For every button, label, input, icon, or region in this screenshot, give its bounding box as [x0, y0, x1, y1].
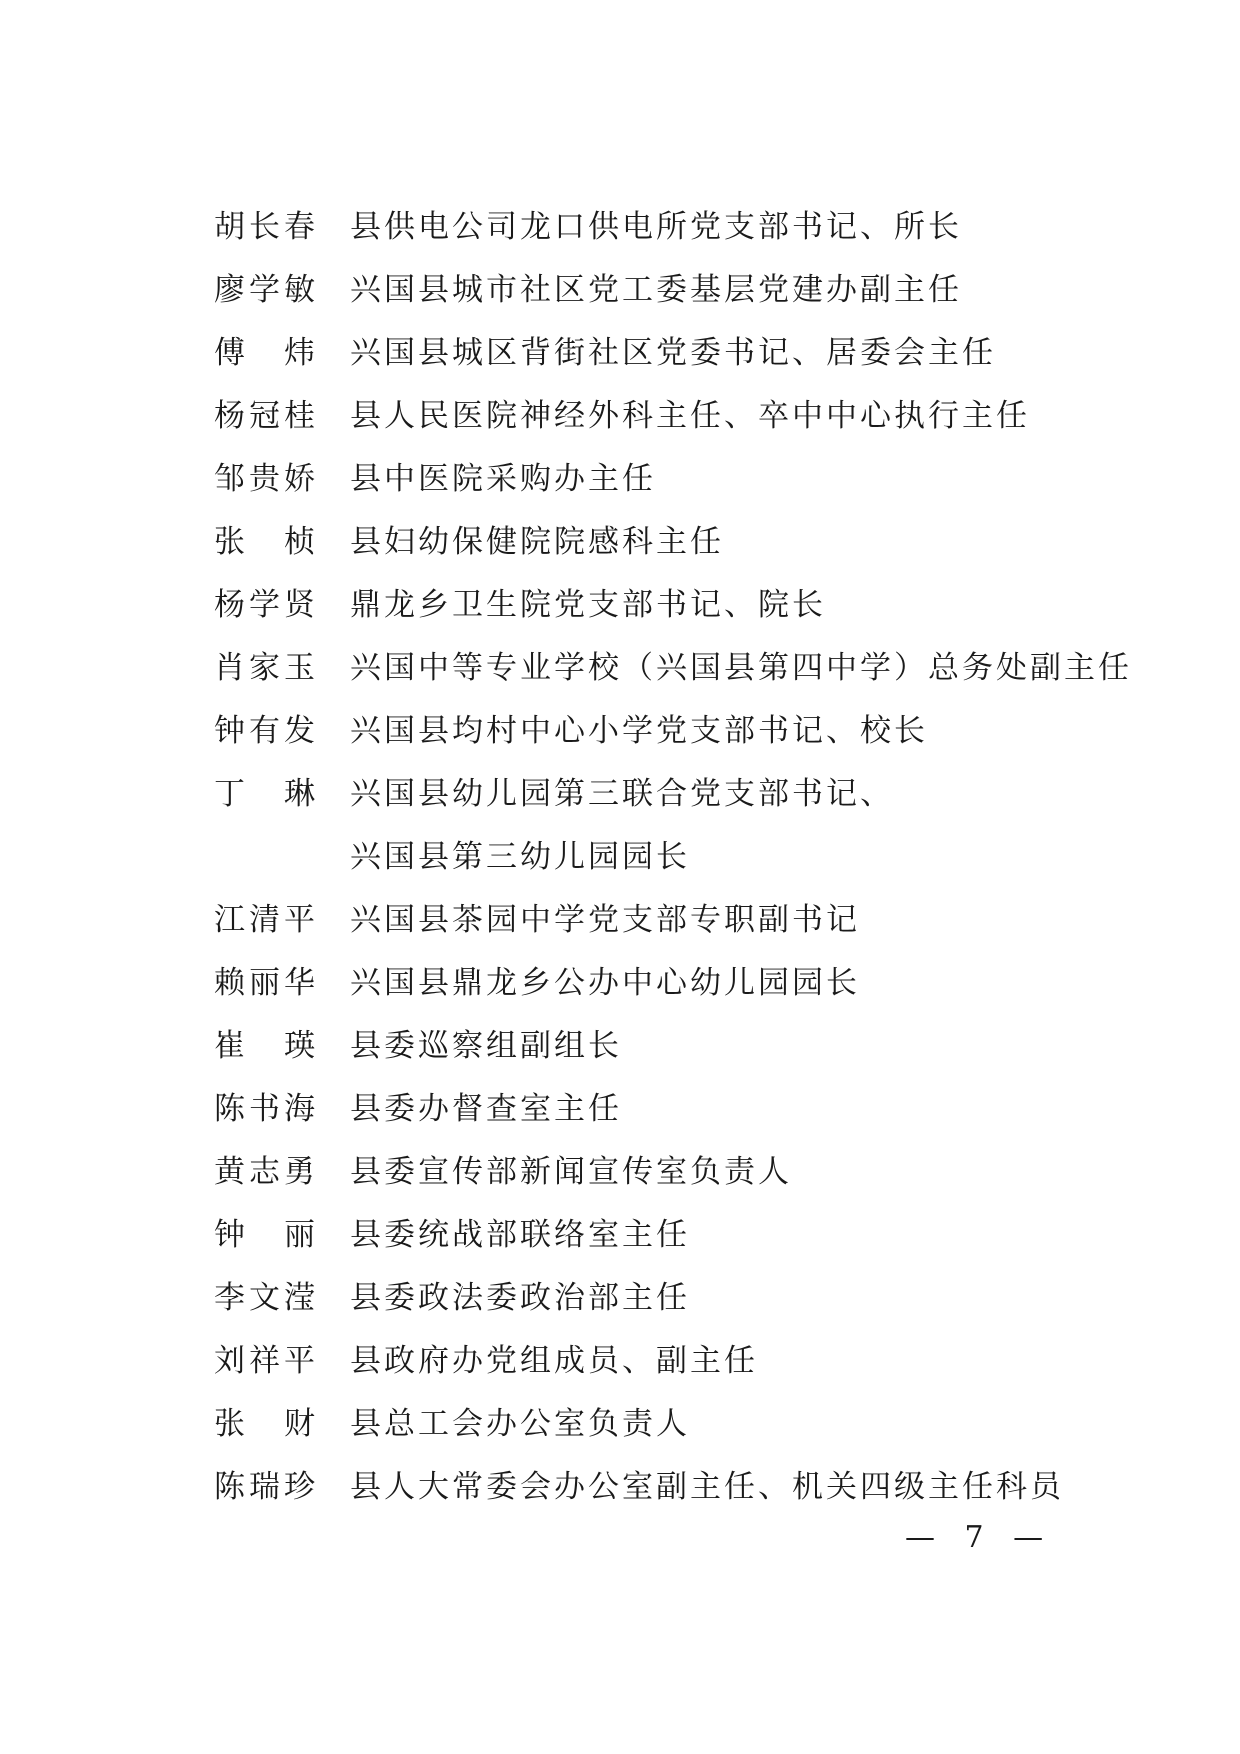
person-title: 县委办督查室主任	[350, 1091, 622, 1127]
list-item	[214, 196, 1094, 259]
person-name: 黄志勇	[214, 1154, 319, 1190]
list-item	[214, 1393, 1094, 1456]
person-title: 兴国县茶园中学党支部专职副书记	[350, 902, 860, 938]
person-title: 县委巡察组副组长	[350, 1028, 622, 1064]
list-item	[214, 448, 1094, 511]
person-name: 张 桢	[214, 524, 319, 560]
person-title: 兴国县第三幼儿园园长	[350, 839, 690, 875]
person-name: 陈书海	[214, 1091, 319, 1127]
person-title: 县人民医院神经外科主任、卒中中心执行主任	[350, 398, 1030, 434]
person-name: 胡长春	[214, 209, 319, 245]
person-title: 县总工会办公室负责人	[350, 1406, 690, 1442]
person-title: 县政府办党组成员、副主任	[350, 1343, 758, 1379]
list-item	[214, 1330, 1094, 1393]
list-item	[214, 637, 1132, 700]
person-name: 丁 琳	[214, 776, 319, 812]
person-title: 县委政法委政治部主任	[350, 1280, 690, 1316]
person-title: 县人大常委会办公室副主任、机关四级主任科员	[350, 1469, 1064, 1505]
list-item	[214, 1015, 1094, 1078]
list-item	[214, 1141, 1094, 1204]
list-item	[214, 511, 1094, 574]
list-item	[214, 700, 1094, 763]
person-title: 兴国县鼎龙乡公办中心幼儿园园长	[350, 965, 860, 1001]
list-item	[214, 1456, 1094, 1519]
person-name: 钟有发	[214, 713, 319, 749]
person-name: 肖家玉	[214, 650, 319, 686]
person-title: 兴国县城区背街社区党委书记、居委会主任	[350, 335, 996, 371]
person-name: 钟 丽	[214, 1217, 319, 1253]
list-item	[214, 763, 1094, 826]
person-title: 鼎龙乡卫生院党支部书记、院长	[350, 587, 826, 623]
person-name: 刘祥平	[214, 1343, 319, 1379]
list-item	[214, 889, 1094, 952]
person-title: 县委统战部联络室主任	[350, 1217, 690, 1253]
list-item	[214, 574, 1094, 637]
person-name: 陈瑞珍	[214, 1469, 319, 1505]
list-item	[214, 1204, 1094, 1267]
person-name: 廖学敏	[214, 272, 319, 308]
list-item	[214, 322, 1094, 385]
person-title: 县委宣传部新闻宣传室负责人	[350, 1154, 792, 1190]
person-title: 县供电公司龙口供电所党支部书记、所长	[350, 209, 962, 245]
list-item	[214, 385, 1094, 448]
person-name: 江清平	[214, 902, 319, 938]
personnel-list	[214, 196, 1132, 1519]
list-item	[214, 1267, 1094, 1330]
person-title: 兴国中等专业学校（兴国县第四中学）总务处副主任	[350, 650, 1132, 686]
list-item	[214, 259, 1094, 322]
list-item-continuation	[214, 826, 1094, 889]
person-name: 邹贵娇	[214, 461, 319, 497]
person-name: 张 财	[214, 1406, 319, 1442]
person-title: 兴国县均村中心小学党支部书记、校长	[350, 713, 928, 749]
person-name: 崔 瑛	[214, 1028, 319, 1064]
page-number: — 7 —	[905, 1520, 1054, 1555]
person-title: 兴国县城市社区党工委基层党建办副主任	[350, 272, 962, 308]
person-name: 李文滢	[214, 1280, 319, 1316]
person-name: 赖丽华	[214, 965, 319, 1001]
person-name: 杨冠桂	[214, 398, 319, 434]
person-name: 傅 炜	[214, 335, 319, 371]
person-name: 杨学贤	[214, 587, 319, 623]
person-title: 县妇幼保健院院感科主任	[350, 524, 724, 560]
person-title: 县中医院采购办主任	[350, 461, 656, 497]
list-item	[214, 1078, 1094, 1141]
person-title: 兴国县幼儿园第三联合党支部书记、	[350, 776, 894, 812]
list-item	[214, 952, 1094, 1015]
